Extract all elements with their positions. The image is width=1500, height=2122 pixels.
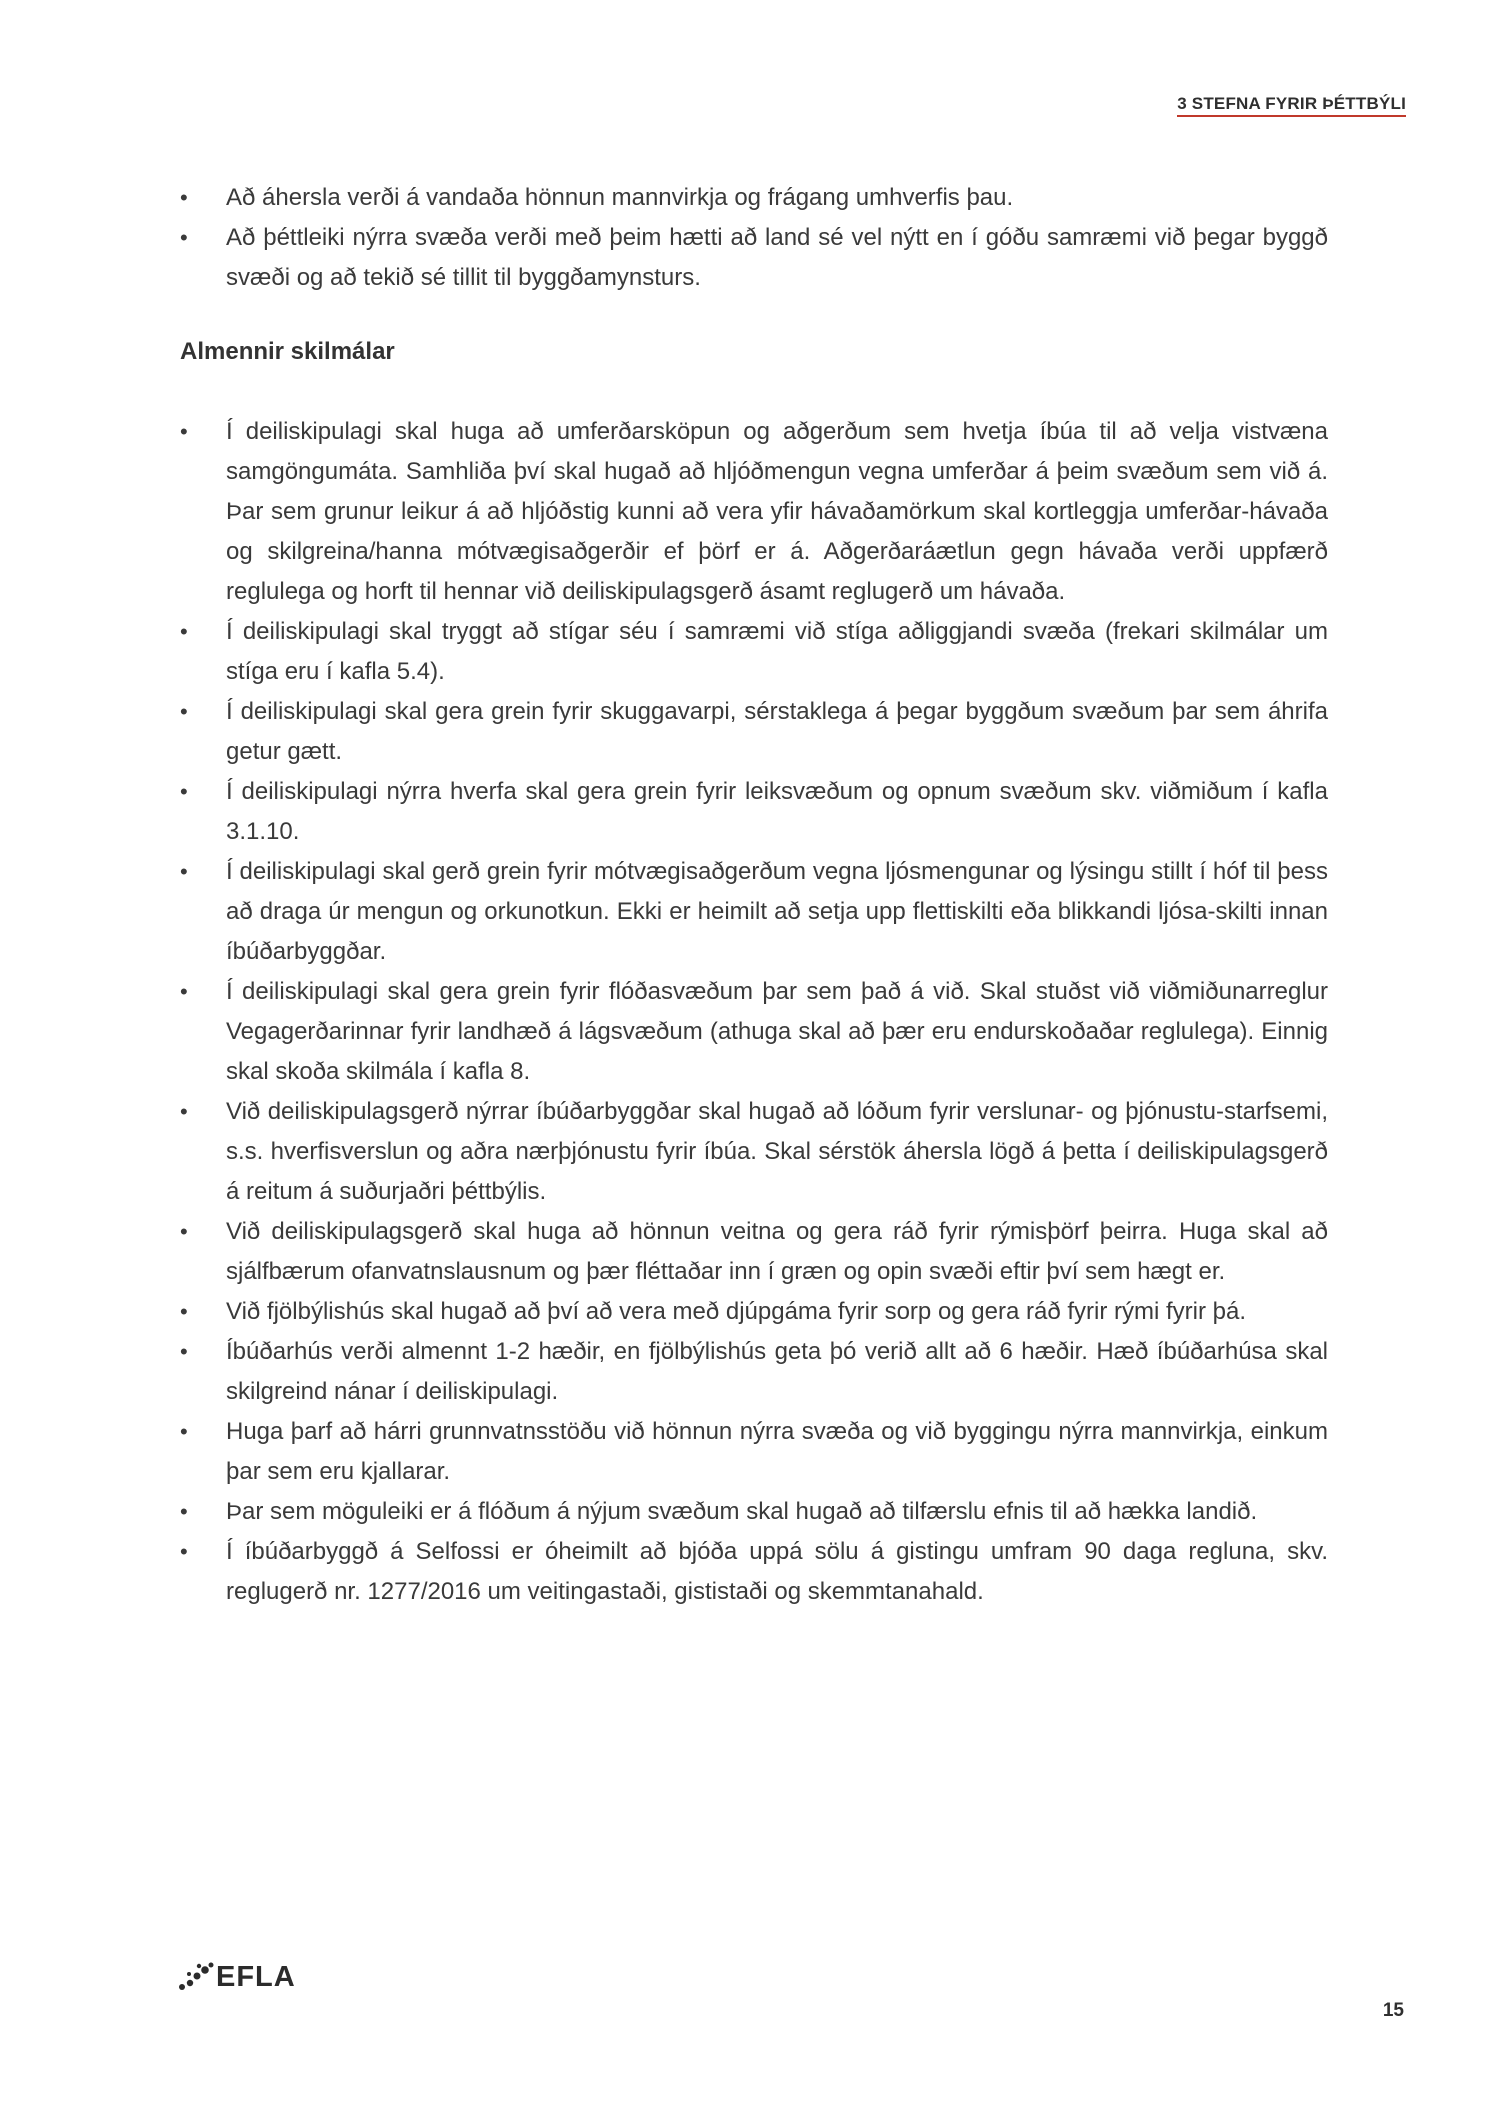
bullet-icon: •	[180, 1219, 188, 1244]
bullet-icon: •	[180, 225, 188, 250]
list-item: • Við deiliskipulagsgerð skal huga að hönnun veitna og gera ráð fyrir rýmisþörf þeirra. Huga skal að sjálfbærum ofanvatnslausnum og þær fléttaðar inn í græn og opin svæði eftir því sem hægt er.	[180, 1212, 1328, 1292]
list-item: • Að þéttleiki nýrra svæða verði með þeim hætti að land sé vel nýtt en í góðu samræmi við þegar byggð svæði og að tekið sé tillit til byggðamynsturs.	[180, 218, 1328, 298]
bullet-icon: •	[180, 1419, 188, 1444]
list-item: • Í deiliskipulagi skal gera grein fyrir flóðasvæðum þar sem það á við. Skal stuðst við viðmiðunarreglur Vegagerðarinnar fyrir landhæð á lágsvæðum (athuga skal að þær eru endurskoðaðar reglulega). Einnig skal skoða skilmála í kafla 8.	[180, 972, 1328, 1092]
bullet-icon: •	[180, 185, 188, 210]
list-item: • Í íbúðarbyggð á Selfossi er óheimilt að bjóða uppá sölu á gistingu umfram 90 daga regluna, skv. reglugerð nr. 1277/2016 um veitingastaði, gististaði og skemmtanahald.	[180, 1532, 1328, 1612]
bullet-icon: •	[180, 779, 188, 804]
page-number: 15	[1382, 2000, 1404, 2021]
intro-bullet-list	[180, 178, 1328, 298]
list-item: • Í deiliskipulagi skal gerð grein fyrir mótvægisaðgerðum vegna ljósmengunar og lýsingu stillt í hóf til þess að draga úr mengun og orkunotkun. Ekki er heimilt að setja upp flettiskilti eða blikkandi ljósa-skilti innan íbúðarbyggðar.	[180, 852, 1328, 972]
list-item: • Að áhersla verði á vandaða hönnun mannvirkja og frágang umhverfis þau.	[180, 178, 1328, 218]
list-item: • Í deiliskipulagi skal gera grein fyrir skuggavarpi, sérstaklega á þegar byggðum svæðum þar sem áhrifa getur gætt.	[180, 692, 1328, 772]
bullet-icon: •	[180, 1339, 188, 1364]
efla-dots-icon	[178, 1962, 214, 1992]
terms-bullet-list	[180, 412, 1328, 1612]
list-item: • Við deiliskipulagsgerð nýrrar íbúðarbyggðar skal hugað að lóðum fyrir verslunar- og þjónustu-starfsemi, s.s. hverfisverslun og aðra nærþjónustu fyrir íbúa. Skal sérstök áhersla lögð á þetta í deiliskipulagsgerð á reitum á suðurjaðri þéttbýlis.	[180, 1092, 1328, 1212]
bullet-icon: •	[180, 1299, 188, 1324]
list-item: • Huga þarf að hárri grunnvatnsstöðu við hönnun nýrra svæða og við byggingu nýrra mannvirkja, einkum þar sem eru kjallarar.	[180, 1412, 1328, 1492]
bullet-icon: •	[180, 1539, 188, 1564]
bullet-icon: •	[180, 699, 188, 724]
bullet-icon: •	[180, 859, 188, 884]
running-header: 3 STEFNA FYRIR ÞÉTTBÝLI	[1177, 94, 1406, 117]
bullet-icon: •	[180, 619, 188, 644]
list-item: • Við fjölbýlishús skal hugað að því að vera með djúpgáma fyrir sorp og gera ráð fyrir rými fyrir þá.	[180, 1292, 1328, 1332]
list-item: • Þar sem möguleiki er á flóðum á nýjum svæðum skal hugað að tilfærslu efnis til að hækka landið.	[180, 1492, 1328, 1532]
bullet-icon: •	[180, 979, 188, 1004]
page-content	[180, 178, 1328, 1612]
list-item: • Í deiliskipulagi nýrra hverfa skal gera grein fyrir leiksvæðum og opnum svæðum skv. viðmiðum í kafla 3.1.10.	[180, 772, 1328, 852]
list-item: • Íbúðarhús verði almennt 1-2 hæðir, en fjölbýlishús geta þó verið allt að 6 hæðir. Hæð íbúðarhúsa skal skilgreind nánar í deiliskipulagi.	[180, 1332, 1328, 1412]
bullet-icon: •	[180, 1499, 188, 1524]
logo-text: EFLA	[216, 1961, 296, 1993]
bullet-icon: •	[180, 419, 188, 444]
efla-logo	[178, 1962, 296, 1992]
list-item: • Í deiliskipulagi skal huga að umferðarsköpun og aðgerðum sem hvetja íbúa til að velja vistvæna samgöngumáta. Samhliða því skal hugað að hljóðmengun vegna umferðar á þeim svæðum sem við á. Þar sem grunur leikur á að hljóðstig kunni að vera yfir hávaðamörkum skal kortleggja umferðar-hávaða og skilgreina/hanna mótvægisaðgerðir ef þörf er á. Aðgerðaráætlun gegn hávaða verði uppfærð reglulega og horft til hennar við deiliskipulagsgerð ásamt reglugerð um hávaða.	[180, 412, 1328, 612]
bullet-icon: •	[180, 1099, 188, 1124]
section-heading: Almennir skilmálar	[180, 338, 395, 365]
list-item: • Í deiliskipulagi skal tryggt að stígar séu í samræmi við stíga aðliggjandi svæða (frekari skilmálar um stíga eru í kafla 5.4).	[180, 612, 1328, 692]
